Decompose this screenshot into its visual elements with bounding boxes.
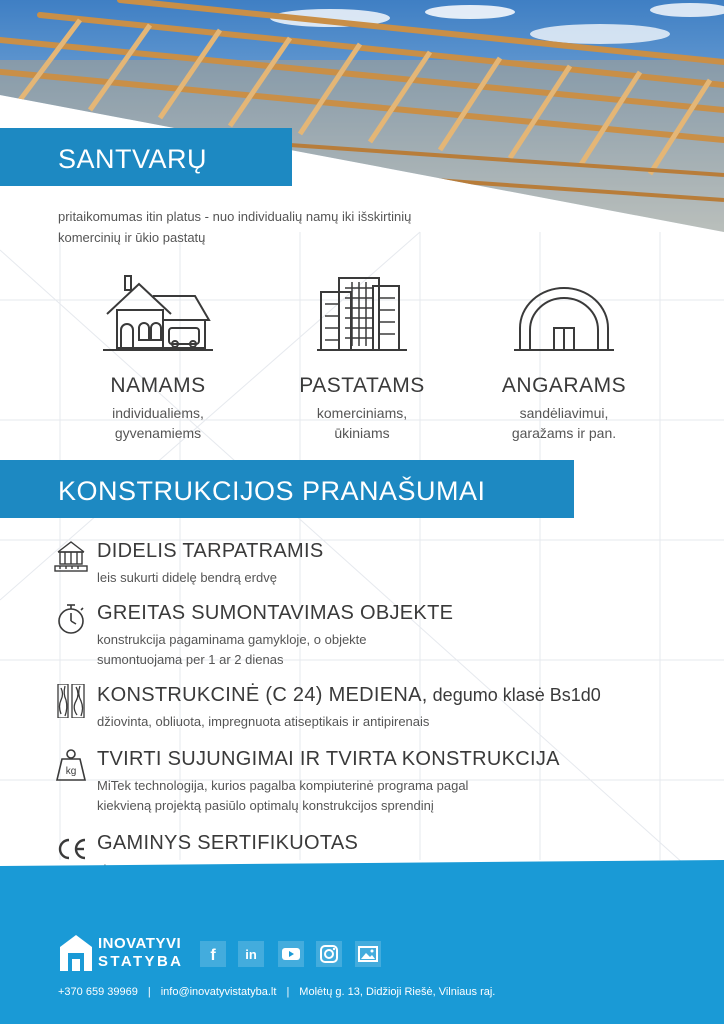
advantage-desc: MiTek technologija, kurios pagalba kompiuterinė programa pagal kiekvieną projektą pasiūlo optimalų konstrukcijos sprendinį bbox=[97, 778, 469, 813]
intro-text bbox=[58, 206, 578, 248]
house-icon bbox=[58, 270, 258, 354]
logo-house-icon bbox=[58, 933, 94, 973]
email-link[interactable]: info@inovatyvistatyba.lt bbox=[160, 986, 277, 998]
category-title-angarams: ANGARAMS bbox=[501, 374, 627, 397]
hero-photo-roof-trusses bbox=[0, 0, 724, 232]
stopwatch-icon bbox=[54, 602, 88, 636]
facebook-label: f bbox=[210, 947, 216, 964]
wood-grain-icon bbox=[54, 684, 88, 718]
advantage-title bbox=[97, 684, 601, 707]
section-banner-pranasumai bbox=[0, 460, 574, 518]
section-title: KONSTRUKCIJOS PRANAŠUMAI bbox=[58, 476, 486, 506]
logo-line-1: INOVATYVI bbox=[98, 935, 182, 952]
category-title-pastatams: PASTATAMS bbox=[299, 374, 425, 397]
building-icon bbox=[262, 270, 462, 354]
category-title-namams: NAMAMS bbox=[110, 374, 206, 397]
gallery-icon[interactable] bbox=[355, 941, 381, 967]
instagram-icon[interactable] bbox=[316, 941, 342, 967]
advantage-title: TVIRTI SUJUNGIMAI IR TVIRTA KONSTRUKCIJA bbox=[97, 748, 560, 770]
advantage-desc: leis sukurti didelę bendrą erdvę bbox=[97, 570, 277, 585]
hangar-icon bbox=[464, 270, 664, 354]
category-sub-namams: individualiems, gyvenamiems bbox=[112, 405, 204, 441]
youtube-icon[interactable] bbox=[278, 941, 304, 967]
separator: | bbox=[286, 986, 290, 998]
phone-link[interactable]: +370 659 39969 bbox=[58, 986, 138, 998]
advantage-title: DIDELIS TARPATRAMIS bbox=[97, 540, 324, 562]
section-banner-santvaru bbox=[0, 128, 292, 186]
address-text: Molėtų g. 13, Didžioji Riešė, Vilniaus raj. bbox=[299, 986, 496, 998]
advantage-title: GAMINYS SERTIFIKUOTAS bbox=[97, 832, 359, 854]
weight-kg-icon bbox=[54, 748, 88, 782]
svg-text:kg: kg bbox=[65, 766, 77, 777]
advantage-desc: džiovinta, obliuota, impregnuota atiseptikais ir antipirenais bbox=[97, 714, 430, 729]
inovatyvi-statyba-logo[interactable] bbox=[58, 933, 188, 973]
intro-line-1: pritaikomumas itin platus - nuo individualių namų iki išskirtinių bbox=[58, 209, 412, 224]
separator: | bbox=[147, 986, 151, 998]
category-sub-pastatams: komerciniams, ūkiniams bbox=[316, 405, 408, 441]
footer-contacts bbox=[58, 986, 495, 998]
advantage-title-extra: degumo klasė Bs1d0 bbox=[427, 685, 601, 705]
truss-span-icon bbox=[54, 540, 88, 574]
advantage-title: GREITAS SUMONTAVIMAS OBJEKTE bbox=[97, 602, 454, 624]
intro-line-2: komercinių ir ūkio pastatų bbox=[58, 230, 206, 245]
category-sub-angarams: sandėliavimui, garažams ir pan. bbox=[511, 405, 617, 441]
facebook-icon[interactable] bbox=[200, 941, 226, 967]
section-title: SANTVARŲ bbox=[58, 144, 208, 174]
linkedin-icon[interactable] bbox=[238, 941, 264, 967]
advantage-title-main: KONSTRUKCINĖ (C 24) MEDIENA, bbox=[97, 684, 428, 706]
advantage-desc: konstrukcija pagaminama gamykloje, o objekte sumontuojama per 1 ar 2 dienas bbox=[97, 632, 367, 667]
logo-line-2: STATYBA bbox=[98, 953, 184, 970]
linkedin-label: in bbox=[245, 947, 257, 962]
